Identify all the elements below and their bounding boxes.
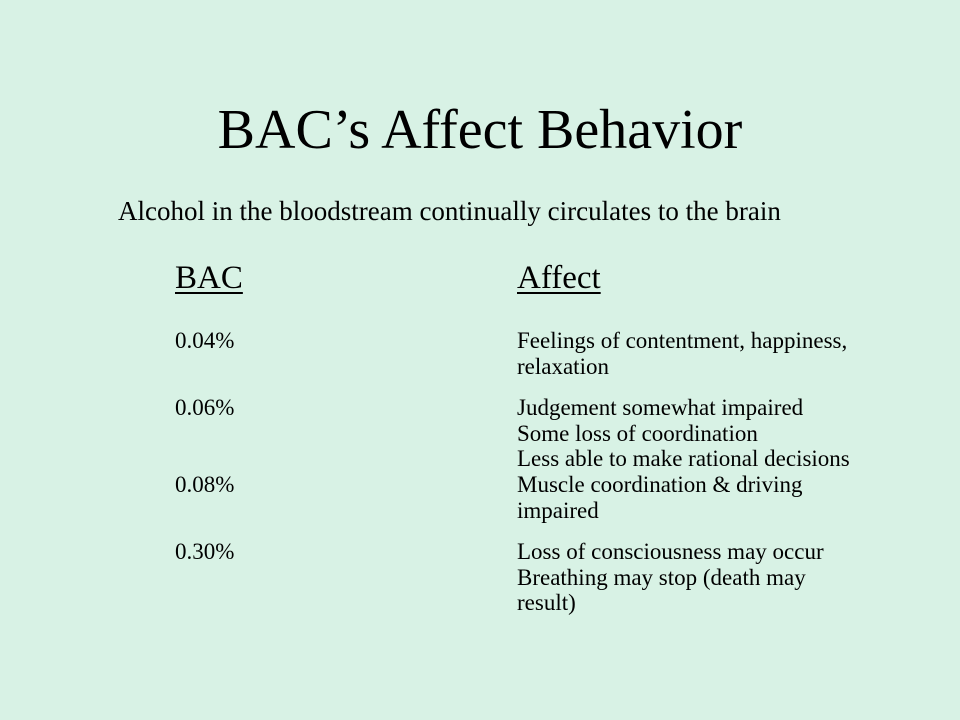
effects-list bbox=[517, 395, 850, 472]
effect-item: result) bbox=[517, 590, 576, 615]
slide-subtitle: Alcohol in the bloodstream continually circulates to the brain bbox=[118, 196, 781, 226]
bac-value: 0.06% bbox=[175, 395, 235, 420]
effect-item: relaxation bbox=[517, 353, 609, 379]
effect-item: Feelings of contentment, happiness, bbox=[517, 328, 848, 353]
slide-title: BAC’s Affect Behavior bbox=[217, 99, 743, 161]
effect-item: Breathing may stop (death may bbox=[517, 564, 806, 590]
bac-value: 0.08% bbox=[175, 472, 235, 497]
effects-list bbox=[517, 472, 803, 523]
bac-value: 0.30% bbox=[175, 539, 235, 564]
effect-item: impaired bbox=[517, 497, 599, 523]
bac-column-header: BAC bbox=[175, 260, 243, 296]
effects-list bbox=[517, 328, 847, 379]
effect-item: Loss of consciousness may occur bbox=[517, 539, 824, 564]
affect-column-header: Affect bbox=[517, 260, 601, 296]
effect-item: Some loss of coordination bbox=[517, 420, 758, 446]
effect-item: Muscle coordination & driving bbox=[517, 472, 803, 497]
effect-item: Less able to make rational decisions bbox=[517, 446, 850, 471]
effects-list bbox=[517, 539, 824, 616]
effect-item: Judgement somewhat impaired bbox=[517, 395, 804, 420]
bac-value: 0.04% bbox=[175, 328, 235, 353]
